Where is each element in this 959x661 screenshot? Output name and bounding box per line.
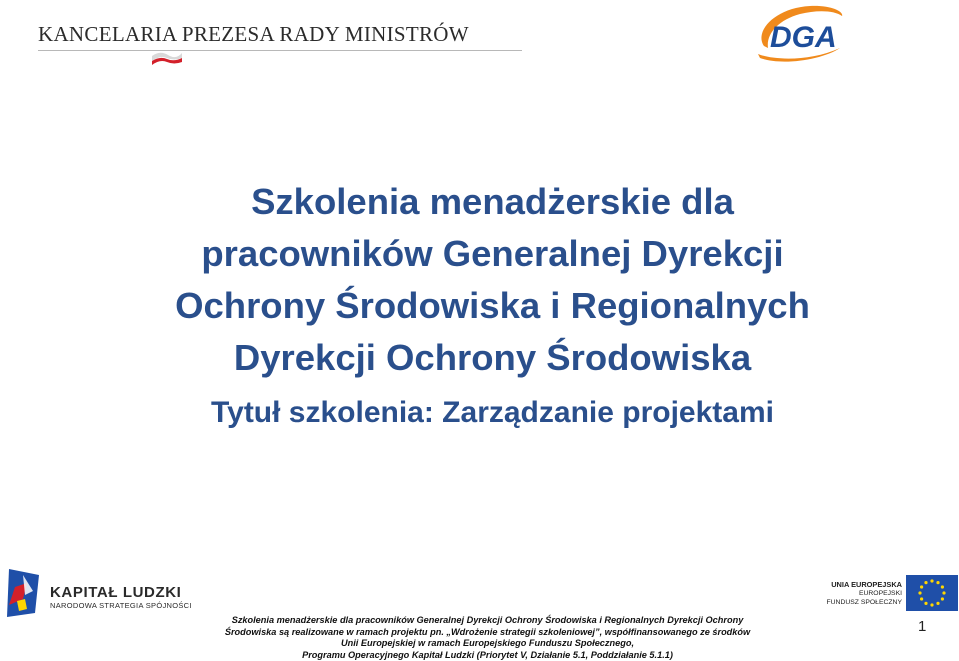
disclaimer-line: Środowiska są realizowane w ramach projektu pn. „Wdrożenie strategii szkoleniowej”, współfinansowanego ze środków: [224, 626, 751, 637]
kapital-ludzki-title: KAPITAŁ LUDZKI: [50, 584, 182, 601]
page-number: 1: [918, 618, 927, 635]
title-line: Szkolenia menadżerskie dla: [251, 181, 734, 222]
slide-subtitle: Tytuł szkolenia: Zarządzanie projektami: [211, 396, 774, 429]
title-line: pracowników Generalnej Dyrekcji: [201, 233, 784, 274]
eu-label: [826, 580, 902, 607]
eu-label-line: FUNDUSZ SPOŁECZNY: [826, 599, 902, 606]
eu-label-line: UNIA EUROPEJSKA: [831, 580, 902, 589]
title-line: Dyrekcji Ochrony Środowiska: [233, 337, 752, 378]
dga-logo-text: DGA: [770, 21, 837, 54]
disclaimer-line: Szkolenia menadżerskie dla pracowników Generalnej Dyrekcji Ochrony Środowiska i Regionalnych Dyrekcji Ochrony: [231, 615, 744, 625]
disclaimer-line: Unii Europejskiej w ramach Europejskiego Funduszu Społecznego,: [340, 638, 635, 649]
polish-flag-icon: [150, 50, 184, 66]
slide-title: [100, 176, 885, 384]
disclaimer-line: Programu Operacyjnego Kapitał Ludzki (Priorytet V, Działanie 5.1, Poddziałanie 5.1.1): [302, 649, 673, 660]
eu-label-line: EUROPEJSKI: [858, 590, 902, 597]
header-divider: [38, 50, 522, 51]
kprm-organization-name: KANCELARIA PREZESA RADY MINISTRÓW: [38, 22, 469, 46]
title-line: Ochrony Środowiska i Regionalnych: [175, 285, 810, 326]
dga-logo: [752, 2, 848, 64]
funding-disclaimer: [210, 615, 765, 661]
eu-flag-icon: [906, 575, 958, 611]
kapital-ludzki-logo-icon: [5, 565, 45, 623]
kapital-ludzki-subtitle: NARODOWA STRATEGIA SPÓJNOŚCI: [50, 601, 192, 610]
